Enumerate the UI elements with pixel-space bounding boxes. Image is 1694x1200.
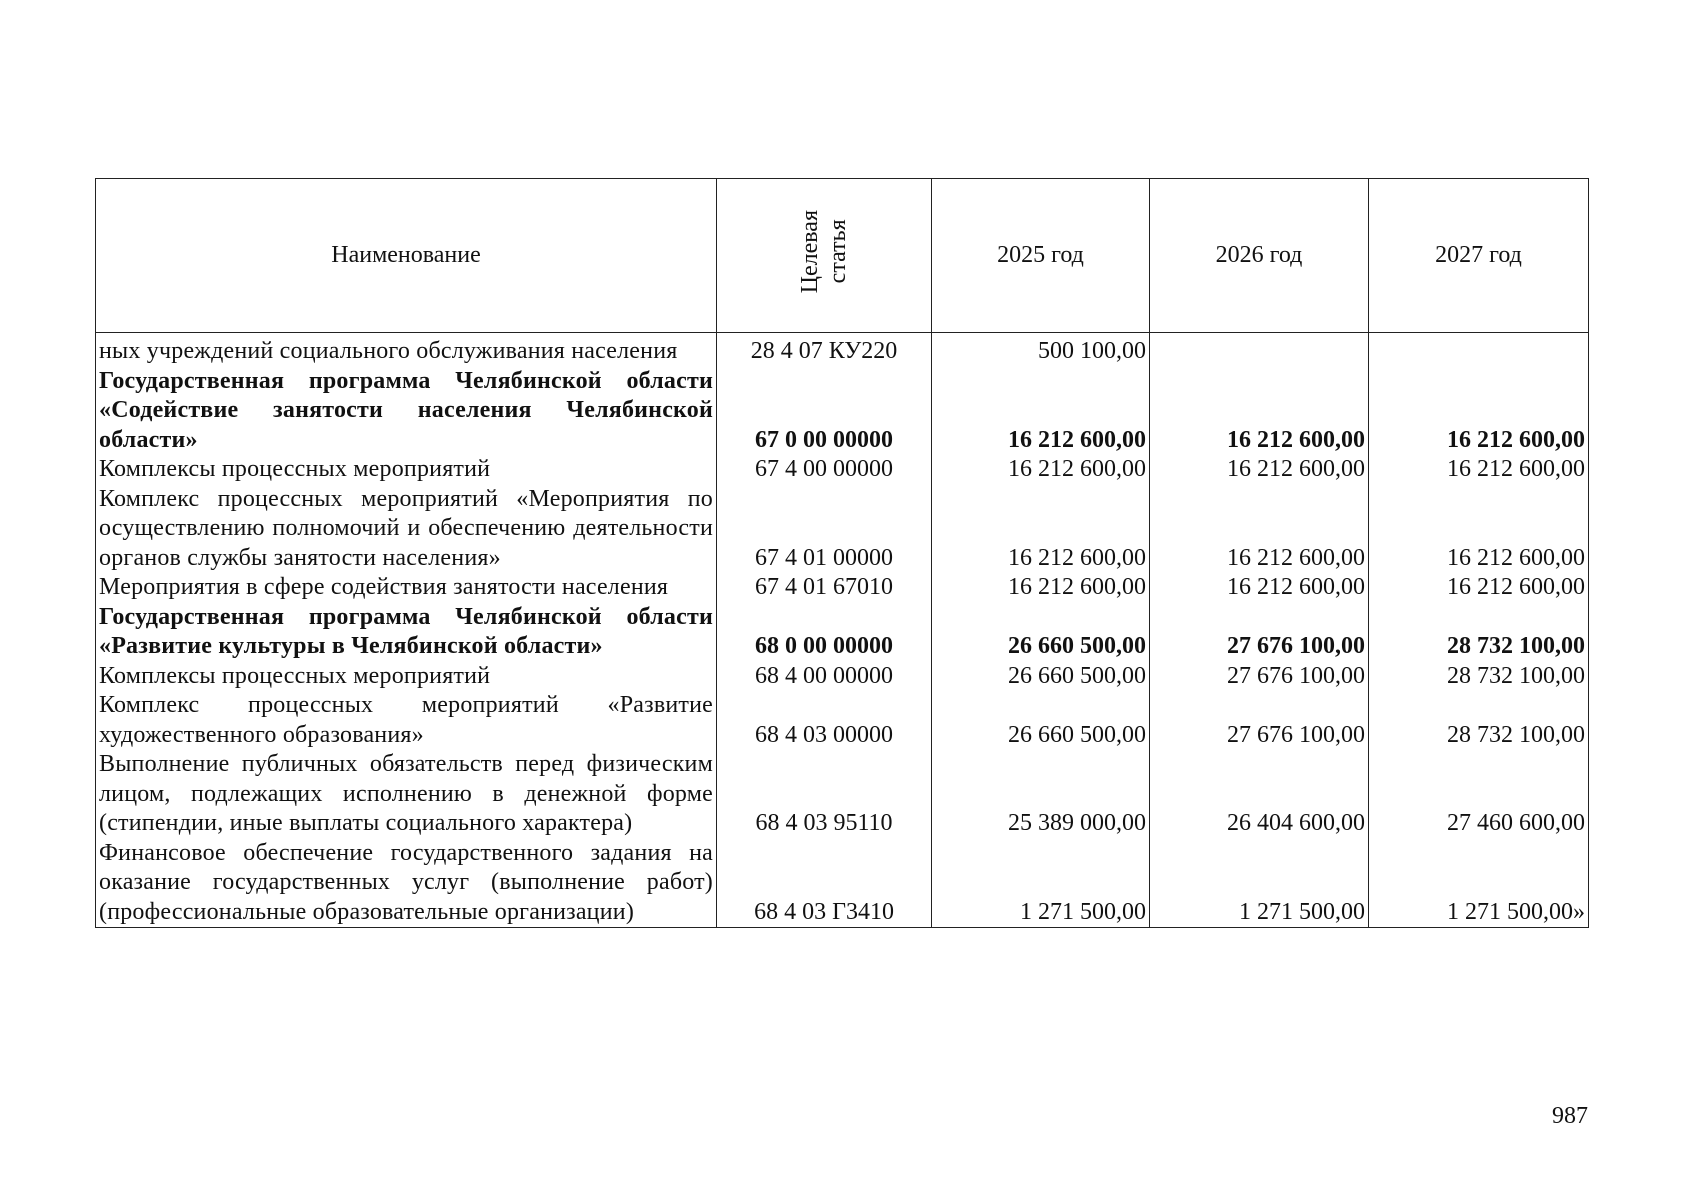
row-amount-2027: 1 271 500,00»: [1369, 839, 1589, 928]
row-amount-2026: 27 676 100,00: [1150, 662, 1369, 692]
table-row: [96, 839, 1589, 928]
row-name: Государственная программа Челябинской области «Содействие занятости населения Челябинской области»: [96, 367, 717, 456]
row-name: Финансовое обеспечение государственного задания на оказание государственных услуг (выполнение работ) (профессиональные образовательные организации): [96, 839, 717, 928]
budget-table: [95, 178, 1589, 928]
row-target-article: 68 4 00 00000: [717, 662, 932, 692]
row-amount-2025: 16 212 600,00: [932, 573, 1150, 603]
row-name: Государственная программа Челябинской области «Развитие культуры в Челябинской области»: [96, 603, 717, 662]
row-amount-2027: 28 732 100,00: [1369, 603, 1589, 662]
row-amount-2026: 27 676 100,00: [1150, 603, 1369, 662]
header-target-article-label: Целевая статья: [797, 209, 851, 293]
page-number: 987: [1552, 1103, 1588, 1129]
row-amount-2026: 26 404 600,00: [1150, 750, 1369, 839]
header-year-2025: 2025 год: [932, 179, 1150, 333]
row-amount-2026: 16 212 600,00: [1150, 485, 1369, 574]
row-amount-2026: 27 676 100,00: [1150, 691, 1369, 750]
table-body: [96, 333, 1589, 928]
row-amount-2025: 26 660 500,00: [932, 603, 1150, 662]
header-year-2026: 2026 год: [1150, 179, 1369, 333]
header-name: Наименование: [96, 179, 717, 333]
table-row: [96, 333, 1589, 367]
row-amount-2026: 1 271 500,00: [1150, 839, 1369, 928]
row-target-article: 67 4 00 00000: [717, 455, 932, 485]
row-target-article: 68 4 03 00000: [717, 691, 932, 750]
row-amount-2027: 27 460 600,00: [1369, 750, 1589, 839]
row-amount-2027: 16 212 600,00: [1369, 455, 1589, 485]
row-amount-2026: [1150, 333, 1369, 367]
row-amount-2026: 16 212 600,00: [1150, 573, 1369, 603]
row-amount-2025: 1 271 500,00: [932, 839, 1150, 928]
row-amount-2027: 16 212 600,00: [1369, 573, 1589, 603]
row-amount-2027: [1369, 333, 1589, 367]
table-row: [96, 367, 1589, 456]
table-row: [96, 750, 1589, 839]
row-amount-2025: 16 212 600,00: [932, 455, 1150, 485]
row-amount-2026: 16 212 600,00: [1150, 455, 1369, 485]
row-amount-2027: 28 732 100,00: [1369, 662, 1589, 692]
table-header: [96, 179, 1589, 333]
row-name: Комплексы процессных мероприятий: [96, 455, 717, 485]
row-target-article: 67 4 01 00000: [717, 485, 932, 574]
row-target-article: 67 4 01 67010: [717, 573, 932, 603]
table-row: [96, 455, 1589, 485]
table-row: [96, 573, 1589, 603]
row-name: Комплексы процессных мероприятий: [96, 662, 717, 692]
row-amount-2025: 26 660 500,00: [932, 691, 1150, 750]
row-amount-2025: 16 212 600,00: [932, 485, 1150, 574]
row-name: Выполнение публичных обязательств перед физическим лицом, подлежащих исполнению в денежной форме (стипендии, иные выплаты социального характера): [96, 750, 717, 839]
header-year-2027: 2027 год: [1369, 179, 1589, 333]
row-target-article: 67 0 00 00000: [717, 367, 932, 456]
row-name: Комплекс процессных мероприятий «Развитие художественного образования»: [96, 691, 717, 750]
row-target-article: 68 4 03 Г3410: [717, 839, 932, 928]
row-name: Комплекс процессных мероприятий «Мероприятия по осуществлению полномочий и обеспечению деятельности органов службы занятости населения»: [96, 485, 717, 574]
row-target-article: 68 0 00 00000: [717, 603, 932, 662]
table-row: [96, 485, 1589, 574]
row-amount-2025: 16 212 600,00: [932, 367, 1150, 456]
row-amount-2027: 28 732 100,00: [1369, 691, 1589, 750]
row-target-article: 68 4 03 95110: [717, 750, 932, 839]
header-row: [96, 179, 1589, 333]
table-row: [96, 662, 1589, 692]
row-amount-2027: 16 212 600,00: [1369, 367, 1589, 456]
row-amount-2025: 26 660 500,00: [932, 662, 1150, 692]
row-amount-2026: 16 212 600,00: [1150, 367, 1369, 456]
row-name: Мероприятия в сфере содействия занятости населения: [96, 573, 717, 603]
header-target-article: [717, 179, 932, 333]
row-amount-2027: 16 212 600,00: [1369, 485, 1589, 574]
row-amount-2025: 25 389 000,00: [932, 750, 1150, 839]
table-row: [96, 603, 1589, 662]
table-row: [96, 691, 1589, 750]
row-amount-2025: 500 100,00: [932, 333, 1150, 367]
row-name: ных учреждений социального обслуживания населения: [96, 333, 717, 367]
row-target-article: 28 4 07 КУ220: [717, 333, 932, 367]
